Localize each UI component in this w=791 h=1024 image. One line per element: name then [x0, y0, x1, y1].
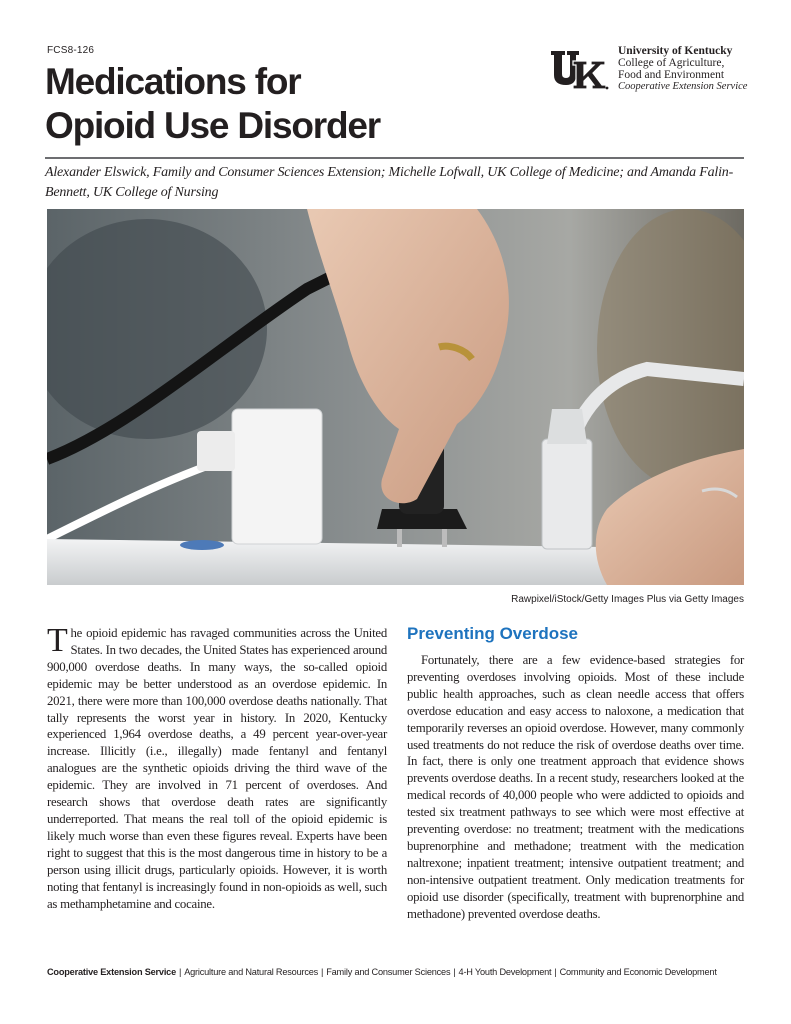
title-line-2: Opioid Use Disorder	[45, 105, 380, 146]
footer-item: Family and Consumer Sciences	[326, 967, 451, 977]
uk-logo	[549, 47, 609, 93]
photo-credit: Rawpixel/iStock/Getty Images Plus via Getty Images	[511, 594, 744, 605]
footer-separator: |	[453, 967, 456, 977]
extension-service: Cooperative Extension Service	[618, 81, 748, 92]
preventing-overdose-paragraph: Fortunately, there are a few evidence-based strategies for preventing overdoses involving opioids. Most of these include public health approaches, such as clean needle access that offers overdose education and easy access to naloxone, a medication that temporarily reverses an opioid overdose. However, many commonly used treatments do not reduce the risk of overdose deaths over time. In fact, there is only one treatment approach that evidence shows prevents overdose deaths. In a recent study, researchers looked at the medical records of 40,000 people who were addicted to opioids and tested six treatment pathways to see which were most effective at preventing overdose: no treatment; treatment with the medications buprenorphine and methadone; treatment with the medication naltrexone; inpatient treatment; intensive outpatient treatment; and non-intensive outpatient treatment. Only medication treatments for opioid use disorder (specifically, treatment with buprenorphine and methadone) prevented overdose deaths.	[407, 653, 744, 921]
university-name: University of Kentucky	[618, 45, 733, 57]
drop-cap: T	[47, 622, 68, 659]
intro-paragraph	[47, 622, 387, 912]
document-title	[45, 60, 380, 148]
university-block	[618, 45, 747, 93]
footer-item: Agriculture and Natural Resources	[184, 967, 319, 977]
footer-item: Community and Economic Development	[559, 967, 717, 977]
footer-separator: |	[554, 967, 557, 977]
footer-separator: |	[321, 967, 324, 977]
document-code: FCS8-126	[47, 45, 95, 56]
footer-item: Cooperative Extension Service	[47, 967, 177, 977]
cover-photo	[47, 209, 744, 585]
college-line-1: College of Agriculture,	[618, 57, 725, 69]
college-line-2: Food and Environment	[618, 69, 725, 81]
title-line-1: Medications for	[45, 61, 301, 102]
header-rule	[45, 157, 744, 159]
intro-text: he opioid epidemic has ravaged communities across the United States. In two decades, the United States has experienced around 900,000 overdose deaths. In many ways, the so-called opioid epidemic may be better understood as an overdose epidemic. In 2021, there were more than 100,000 overdose deaths nationally. That tally represents the worst year in history. In 2020, Kentucky experienced 1,964 overdose deaths, a 49 percent year-over-year increase. Illicitly (i.e., illegally) made fentanyl and fentanyl analogues are the synthetic opioids driving the third wave of the epidemic. They are involved in 71 percent of overdoses. And research shows that overdose death rates are significantly underreported. That means the real toll of the opioid epidemic is likely much worse than even these figures reveal. Experts have been right to suggest that this is the most dangerous time in history to be a person using illicit drugs, particularly opioids. However, it is worth noting that fentanyl is increasingly found in non-opioids as well, such as methamphetamine and cocaine.	[47, 626, 387, 911]
footer-item: 4-H Youth Development	[458, 967, 552, 977]
footer-separator: |	[179, 967, 182, 977]
authors: Alexander Elswick, Family and Consumer Sciences Extension; Michelle Lofwall, UK College of Medicine; and Amanda Falin-Bennett, UK College of Nursing	[45, 165, 734, 200]
footer-bar	[47, 967, 747, 977]
section-heading-preventing-overdose: Preventing Overdose	[407, 624, 579, 643]
